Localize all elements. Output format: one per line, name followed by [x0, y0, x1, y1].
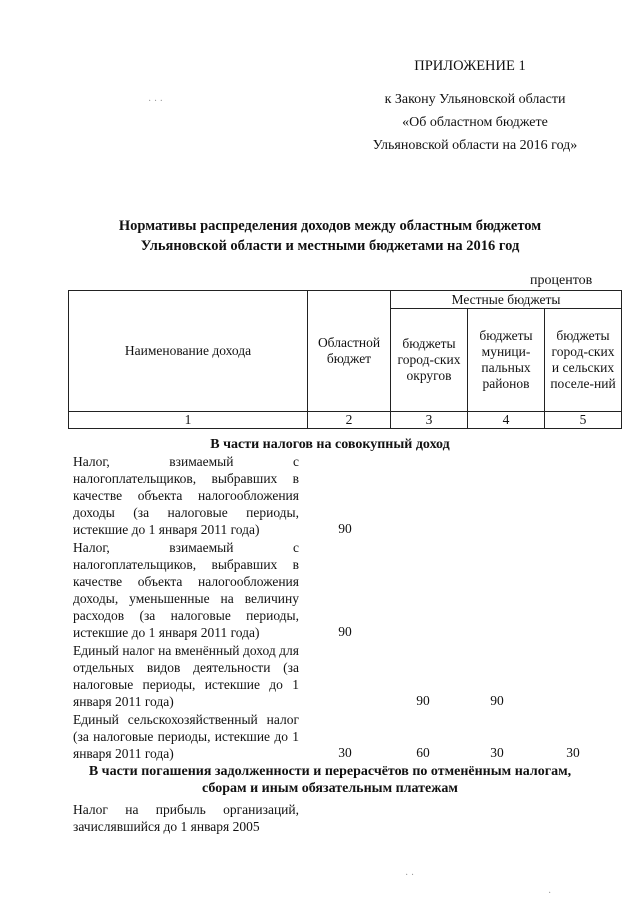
document-title-line: Нормативы распределения доходов между областным бюджетом — [118, 218, 542, 234]
col-number: 4 — [468, 412, 545, 429]
col-header-name: Наименование дохода — [69, 291, 308, 412]
income-name: Налог на прибыль организаций, зачислявшийся до 1 января 2005 — [73, 802, 299, 834]
annex-reference — [330, 88, 620, 157]
col-number: 1 — [69, 412, 308, 429]
annex-reference-line: к Закону Ульяновской области — [384, 92, 566, 107]
income-name: Единый налог на вменённый доход для отдельных видов деятельности (за налоговые периоды, истекшие до 1 января 2011 года) — [73, 643, 299, 709]
scan-speck: · — [548, 888, 552, 899]
value-municipal: 30 — [490, 745, 504, 760]
section-title: В части погашения задолженности и перерасчётов по отменённым налогам, сборам и иным обязательным платежам — [88, 764, 572, 796]
value-regional: 90 — [338, 624, 352, 639]
unit-label: процентов — [530, 273, 593, 288]
col-header-regional: Областной бюджет — [308, 291, 391, 412]
annex-reference-line: Ульяновской области на 2016 год» — [372, 138, 578, 153]
annex-reference-line: «Об областном бюджете — [402, 115, 548, 130]
value-settlements: 30 — [566, 745, 580, 760]
value-regional: 30 — [338, 745, 352, 760]
value-regional: 90 — [338, 521, 352, 536]
income-name: Единый сельскохозяйственный налог (за налоговые периоды, истекшие до 1 января 2011 года) — [73, 712, 299, 761]
col-header-urban: бюджеты город-ских округов — [391, 309, 468, 412]
distribution-table-header — [68, 290, 622, 429]
income-name: Налог, взимаемый с налогоплательщиков, выбравших в качестве объекта налогообложения доходы, уменьшенные на величину расходов (за налоговые периоды, истекшие до 1 января 2011 года) — [73, 540, 299, 640]
income-name: Налог, взимаемый с налогоплательщиков, выбравших в качестве объекта налогообложения доходы (за налоговые периоды, истекшие до 1 января 2011 года) — [73, 454, 299, 537]
col-number: 2 — [308, 412, 391, 429]
scan-speck: · · · — [148, 96, 163, 107]
col-header-municipal: бюджеты муници-пальных районов — [468, 309, 545, 412]
annex-number: ПРИЛОЖЕНИЕ 1 — [414, 58, 526, 74]
col-header-settlements: бюджеты город-ских и сельских поселе-ний — [545, 309, 622, 412]
section-title: В части налогов на совокупный доход — [210, 437, 450, 452]
document-title — [80, 216, 580, 256]
scan-speck: · · — [405, 870, 415, 881]
value-urban: 90 — [416, 693, 430, 708]
col-header-local: Местные бюджеты — [391, 291, 622, 309]
col-number: 5 — [545, 412, 622, 429]
document-title-line: Ульяновской области и местными бюджетами на 2016 год — [140, 238, 520, 254]
col-number: 3 — [391, 412, 468, 429]
value-urban: 60 — [416, 745, 430, 760]
value-municipal: 90 — [490, 693, 504, 708]
